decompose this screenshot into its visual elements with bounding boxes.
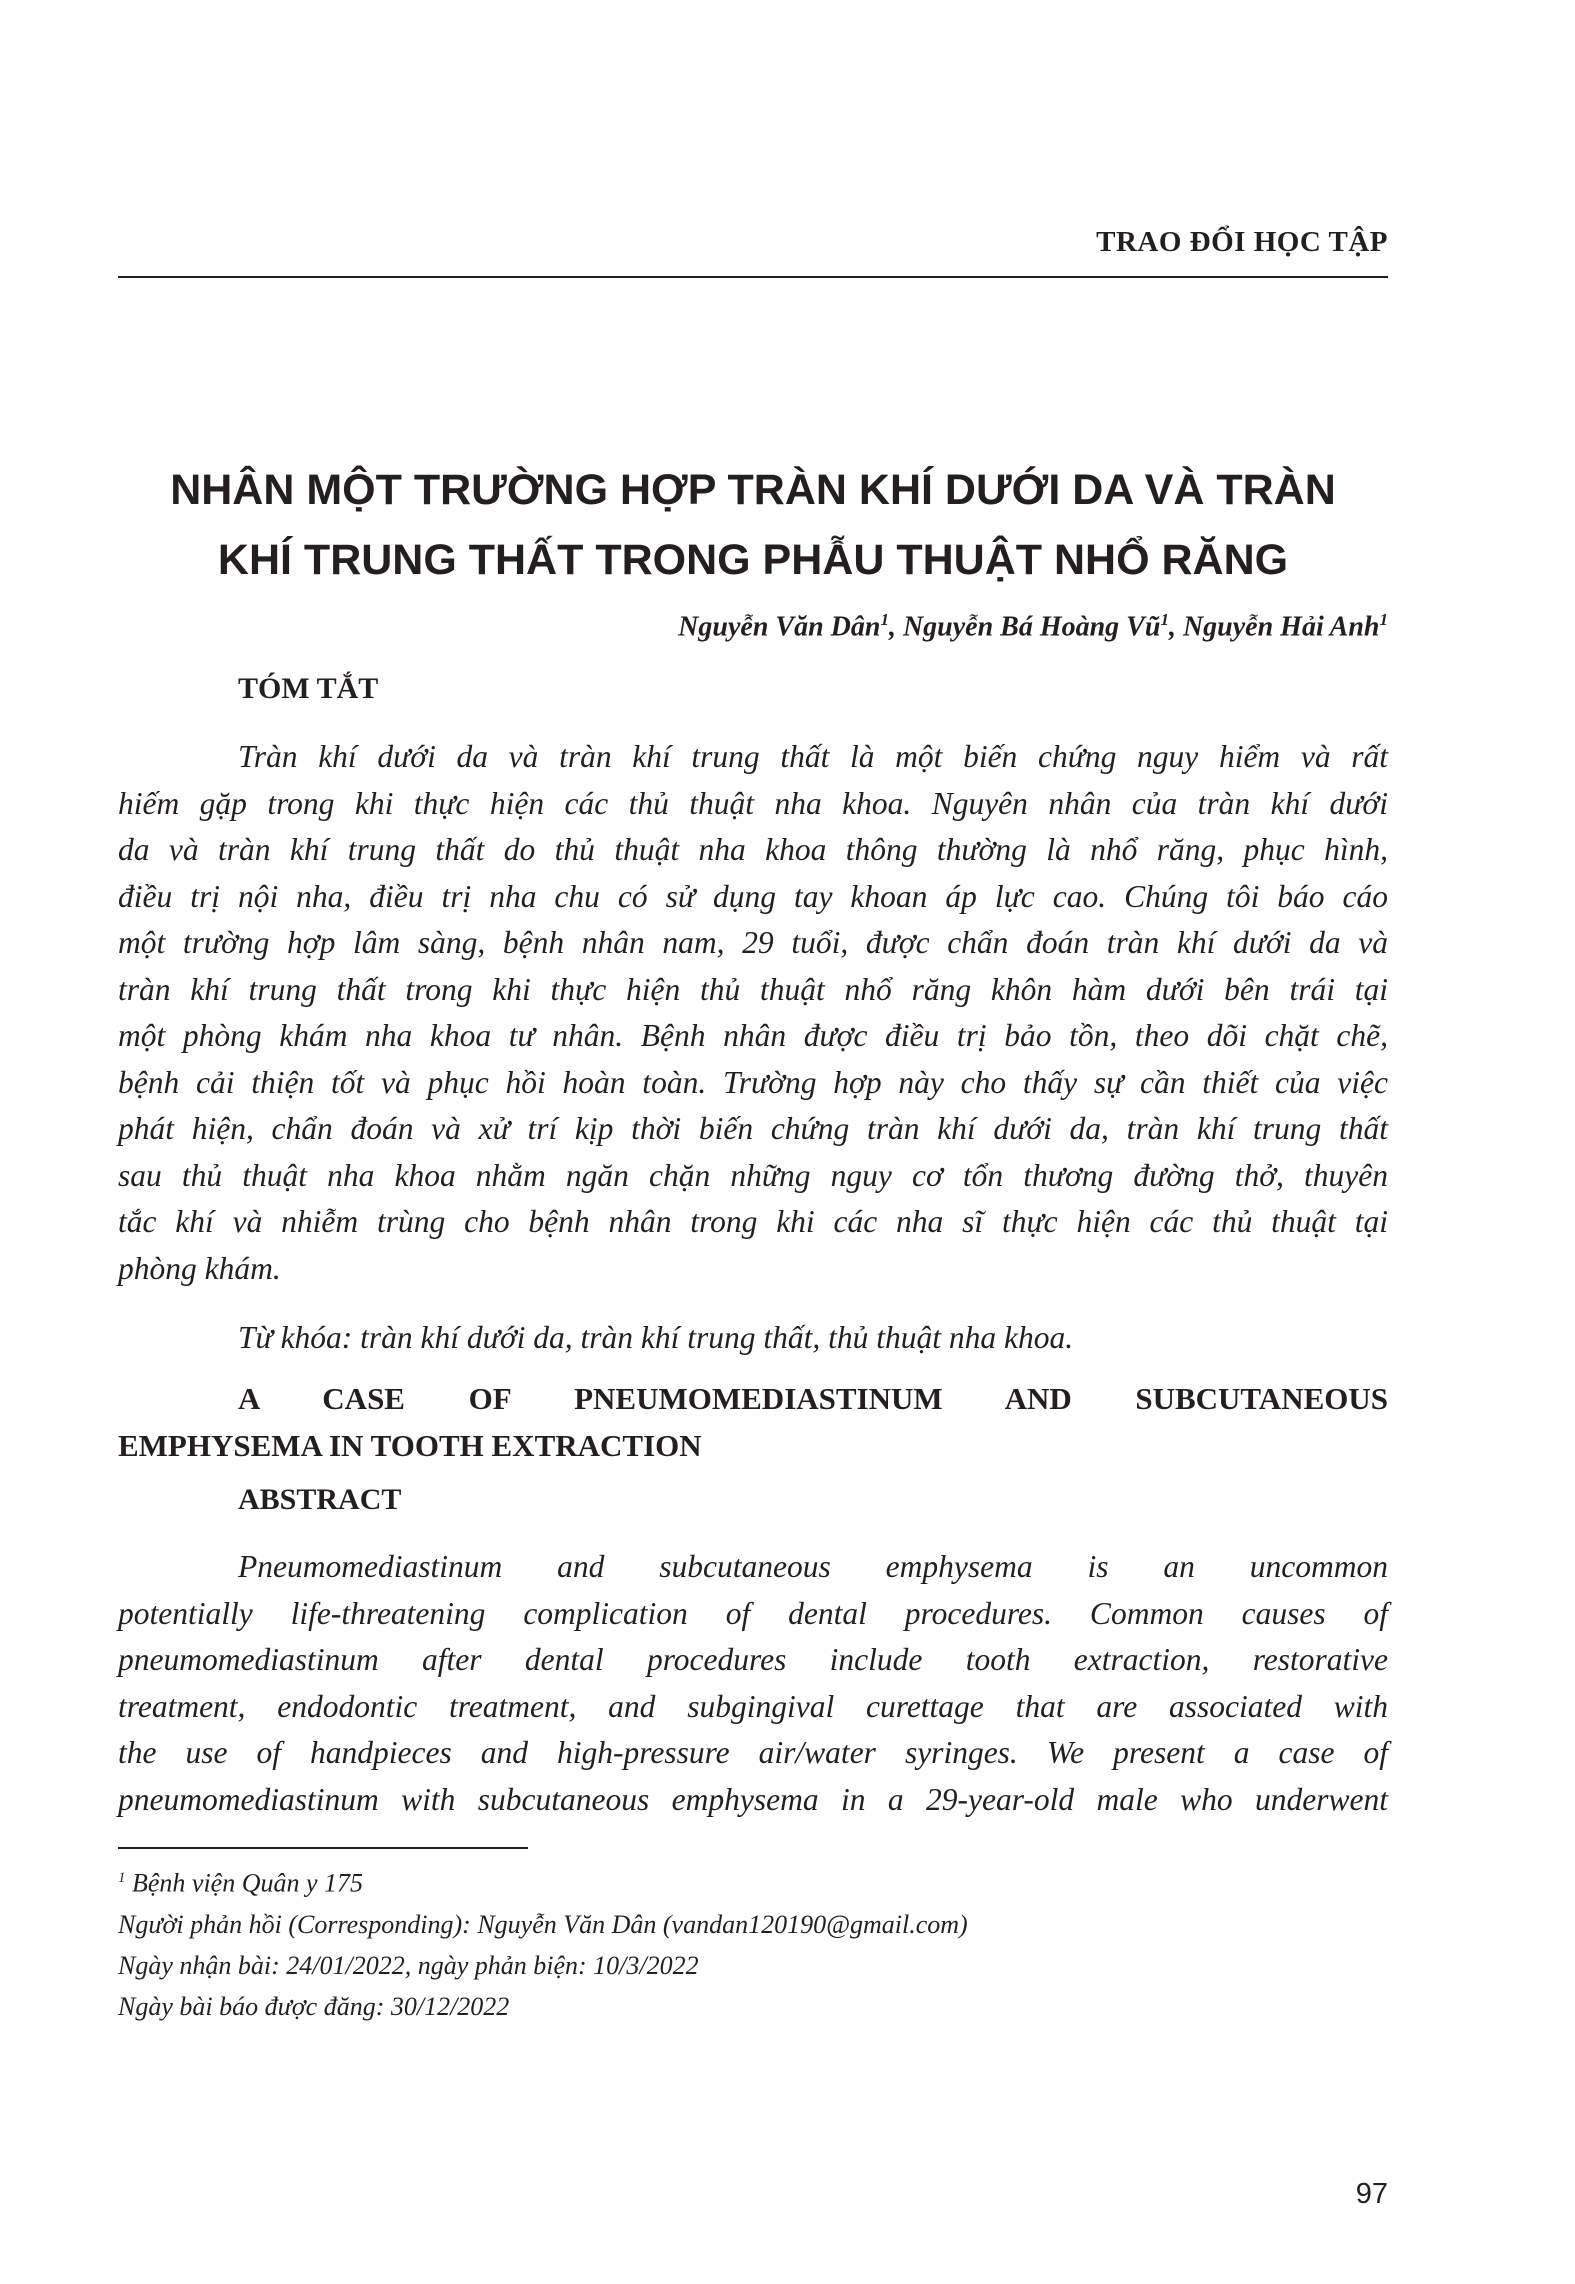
author-2: Nguyễn Bá Hoàng Vũ — [902, 611, 1161, 643]
text-line: treatment, endodontic treatment, and subgingival curettage that are associated with — [118, 1688, 1388, 1724]
author-2-affiliation: 1 — [1160, 610, 1169, 629]
footnote-corresponding: Người phản hồi (Corresponding): Nguyễn Văn Dân (vandan120190@gmail.com) — [118, 1909, 968, 1939]
english-title-line-1: A CASE OF PNEUMOMEDIASTINUM AND SUBCUTANEOUS — [238, 1381, 1388, 1416]
vi-abstract-heading: TÓM TẮT — [238, 672, 379, 705]
page-number: 97 — [1355, 2178, 1388, 2210]
text-line: phát hiện, chẩn đoán và xử trí kịp thời biến chứng tràn khí dưới da, tràn khí trung thất — [118, 1111, 1388, 1146]
english-title-line-2: EMPHYSEMA IN TOOTH EXTRACTION — [118, 1428, 702, 1463]
title-line-1: NHÂN MỘT TRƯỜNG HỢP TRÀN KHÍ DƯỚI DA VÀ TRÀN — [170, 466, 1336, 514]
text-line: tràn khí trung thất trong khi thực hiện thủ thuật nhổ răng khôn hàm dưới bên trái tại — [118, 971, 1388, 1007]
footnotes — [118, 1858, 968, 2027]
text-line: một phòng khám nha khoa tư nhân. Bệnh nhân được điều trị bảo tồn, theo dõi chặt chẽ, — [118, 1018, 1388, 1053]
footnote-affiliation — [118, 1858, 968, 1904]
header-rule — [118, 276, 1388, 278]
text-line: Pneumomediastinum and subcutaneous emphysema is an uncommon — [238, 1549, 1388, 1584]
text-line: bệnh cải thiện tốt và phục hồi hoàn toàn. Trường hợp này cho thấy sự cần thiết của việc — [118, 1064, 1388, 1100]
footnote-published: Ngày bài báo được đăng: 30/12/2022 — [118, 1991, 510, 2021]
author-1: Nguyễn Văn Dân — [678, 611, 881, 643]
text-line: Tràn khí dưới da và tràn khí trung thất là một biến chứng nguy hiểm và rất — [238, 739, 1388, 774]
vi-keywords: Từ khóa: tràn khí dưới da, tràn khí trung thất, thủ thuật nha khoa. — [238, 1320, 1074, 1355]
text-line: phòng khám. — [118, 1250, 281, 1286]
author-separator: , — [888, 611, 903, 643]
text-line: potentially life-threatening complication of dental procedures. Common causes of — [118, 1595, 1388, 1631]
section-label: TRAO ĐỔI HỌC TẬP — [1096, 226, 1388, 258]
text-line: điều trị nội nha, điều trị nha chu có sử dụng tay khoan áp lực cao. Chúng tôi báo cáo — [118, 878, 1388, 914]
text-line: hiếm gặp trong khi thực hiện các thủ thuật nha khoa. Nguyên nhân của tràn khí dưới — [118, 785, 1388, 821]
footnote-rule — [118, 1847, 528, 1849]
text-line: pneumomediastinum with subcutaneous emphysema in a 29-year-old male who underwent — [118, 1781, 1388, 1817]
author-list — [678, 610, 1388, 643]
text-line: tắc khí và nhiễm trùng cho bệnh nhân trong khi các nha sĩ thực hiện các thủ thuật tại — [118, 1204, 1388, 1239]
text-line: pneumomediastinum after dental procedures include tooth extraction, restorative — [118, 1642, 1388, 1677]
footnote-marker: 1 — [118, 1870, 126, 1886]
author-1-affiliation: 1 — [880, 610, 889, 629]
text-line: the use of handpieces and high-pressure air/water syringes. We present a case of — [118, 1735, 1388, 1770]
en-abstract — [118, 1544, 1388, 1823]
author-3: Nguyễn Hải Anh — [1182, 611, 1380, 643]
english-title — [118, 1375, 1388, 1469]
author-separator: , — [1168, 611, 1183, 643]
affiliation-text: Bệnh viện Quân y 175 — [125, 1868, 364, 1898]
text-line: sau thủ thuật nha khoa nhằm ngăn chặn những nguy cơ tổn thương đường thở, thuyên — [118, 1157, 1388, 1193]
text-line: một trường hợp lâm sàng, bệnh nhân nam, 29 tuổi, được chẩn đoán tràn khí dưới da và — [118, 925, 1388, 960]
en-abstract-heading: ABSTRACT — [238, 1483, 402, 1516]
author-3-affiliation: 1 — [1379, 610, 1388, 629]
text-line: da và tràn khí trung thất do thủ thuật nha khoa thông thường là nhổ răng, phục hình, — [118, 832, 1388, 867]
vi-abstract — [118, 734, 1388, 1292]
title-line-2: KHÍ TRUNG THẤT TRONG PHẪU THUẬT NHỔ RĂNG — [217, 536, 1289, 584]
footnote-received: Ngày nhận bài: 24/01/2022, ngày phản biện: 10/3/2022 — [118, 1950, 699, 1980]
article-title — [118, 455, 1388, 595]
